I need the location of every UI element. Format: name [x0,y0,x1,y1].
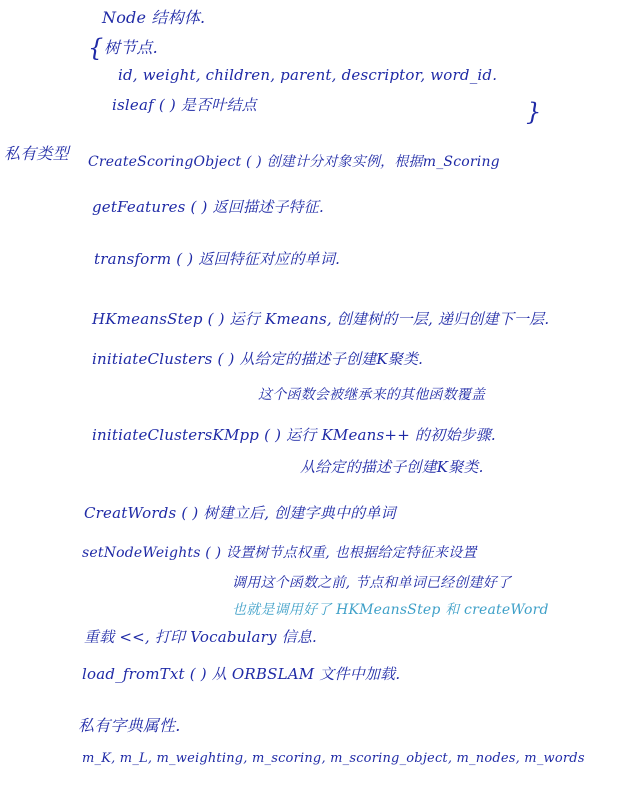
node-struct-title: Node 结构体. [102,8,206,27]
isleaf-line: isleaf ( ) 是否叶结点 [112,96,257,114]
method-transform: transform ( ) 返回特征对应的单词. [94,250,341,268]
method-set-node-weights-note-2: 也就是调用好了 HKMeansStep 和 createWord [232,602,549,618]
method-create-scoring-object: CreateScoringObject ( ) 创建计分对象实例，根据m_Scoring [88,154,500,170]
method-initiate-clusters: initiateClusters ( ) 从给定的描述子创建K聚类. [92,350,424,368]
method-get-features: getFeatures ( ) 返回描述子特征. [92,198,324,216]
method-initiate-clusters-note: 这个函数会被继承来的其他函数覆盖 [258,387,486,403]
node-fields: id, weight, children, parent, descriptor, word_id. [118,66,498,84]
node-brace-close: } [526,98,542,126]
method-set-node-weights: setNodeWeights ( ) 设置树节点权重, 也根据给定特征来设置 [82,545,477,561]
method-hkmeans-step: HKmeansStep ( ) 运行 Kmeans, 创建树的一层, 递归创建下一层. [92,310,550,328]
tree-node-label: 树节点. [104,38,158,57]
method-initiate-clusters-kmpp-note: 从给定的描述子创建K聚类. [300,458,484,476]
node-brace-open: { [88,34,104,62]
private-attributes-label: 私有字典属性. [78,716,181,735]
private-types-label: 私有类型 [4,144,69,163]
method-initiate-clusters-kmpp: initiateClustersKMpp ( ) 运行 KMeans++ 的初始步骤. [92,426,496,444]
method-overload-print: 重载 <<, 打印 Vocabulary 信息. [84,628,318,646]
method-creat-words: CreatWords ( ) 树建立后, 创建字典中的单词 [84,504,396,522]
method-load-from-txt: load_fromTxt ( ) 从 ORBSLAM 文件中加载. [82,665,401,683]
private-attributes-list: m_K, m_L, m_weighting, m_scoring, m_scoring_object, m_nodes, m_words [82,751,585,766]
method-set-node-weights-note-1: 调用这个函数之前, 节点和单词已经创建好了 [232,575,512,591]
